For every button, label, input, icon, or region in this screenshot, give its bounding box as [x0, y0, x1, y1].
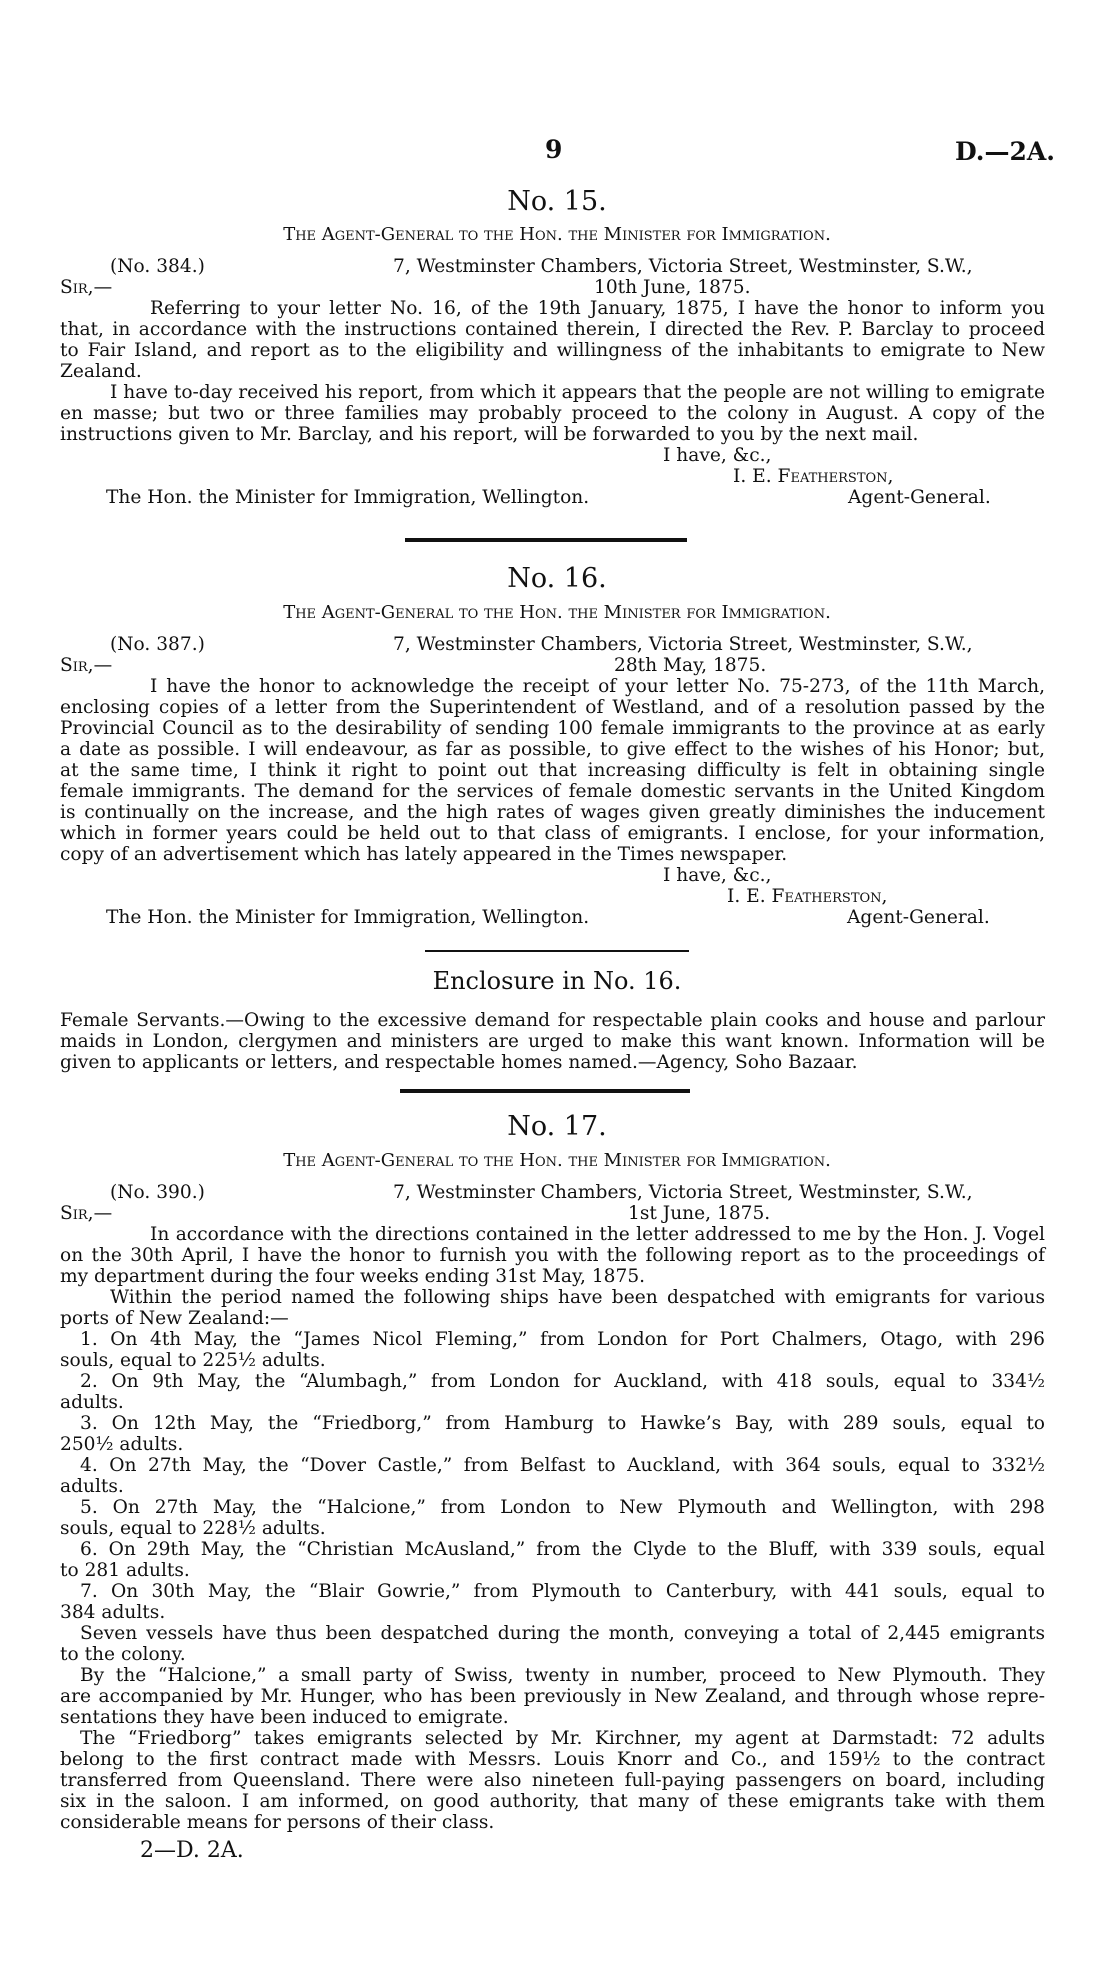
letter-16-line: I have the honor to acknowledge the receipt of your letter No. 75-273, of the 11th March,: [150, 676, 1045, 697]
enclosure-title: Enclosure in No. 16.: [432, 967, 682, 995]
letter-17-line: Within the period named the following ships have been despatched with emigrants for various: [110, 1287, 1045, 1308]
letter-17-line: six in the saloon. I am informed, on good authority, that many of these emigrants take with them: [60, 1791, 1045, 1812]
letter-16-line: at the same time, I think it right to point out that increasing difficulty is felt in obtaining single: [60, 760, 1045, 781]
letter-16-date: 28th May, 1875.: [614, 655, 767, 676]
letter-17-line: 3. On 12th May, the “Friedborg,” from Hamburg to Hawke’s Bay, with 289 souls, equal to: [80, 1413, 1045, 1434]
letter-15-line: instructions given to Mr. Barclay, and his report, will be forwarded to you by the next mail.: [60, 424, 919, 445]
letter-16-heading: The Agent-General to the Hon. the Minister for Immigration.: [283, 602, 831, 623]
letter-16-signature: I. E. Featherston,: [727, 886, 888, 907]
letter-15-line: that, in accordance with the instructions contained therein, I directed the Rev. P. Barclay to proceed: [60, 319, 1045, 340]
letter-17-line: to 281 adults.: [60, 1560, 190, 1581]
letter-15-line: Referring to your letter No. 16, of the 19th January, 1875, I have the honor to inform you: [150, 298, 1045, 319]
letter-17-line: 4. On 27th May, the “Dover Castle,” from Belfast to Auckland, with 364 souls, equal to 332½: [80, 1455, 1045, 1476]
letter-16-line: is continually on the increase, and the high rates of wages given greatly diminishes the inducement: [60, 802, 1045, 823]
letter-16-line: a date as possible. I will endeavour, as far as possible, to give effect to the wishes of his Honor; but,: [60, 739, 1045, 760]
letter-17-line: 5. On 27th May, the “Halcione,” from London to New Plymouth and Wellington, with 298: [80, 1497, 1045, 1518]
signature-mark: 2—D. 2A.: [140, 1838, 244, 1863]
letter-15-heading: The Agent-General to the Hon. the Minister for Immigration.: [283, 224, 831, 245]
letter-17-date: 1st June, 1875.: [628, 1203, 771, 1224]
letter-17-heading: The Agent-General to the Hon. the Minister for Immigration.: [283, 1150, 831, 1171]
letter-17-line: souls, equal to 228½ adults.: [60, 1518, 326, 1539]
letter-15-recipient: The Hon. the Minister for Immigration, Wellington.: [106, 487, 590, 508]
letter-17-line: 384 adults.: [60, 1602, 166, 1623]
letter-17-line: adults.: [60, 1476, 124, 1497]
letter-16-line: female immigrants. The demand for the services of female domestic servants in the United Kingdom: [60, 781, 1045, 802]
letter-17-line: souls, equal to 225½ adults.: [60, 1350, 326, 1371]
letter-17-line: transferred from Queensland. There were also nineteen full-paying passengers on board, including: [60, 1770, 1045, 1791]
letter-17-line: The “Friedborg” takes emigrants selected by Mr. Kirchner, my agent at Darmstadt: 72 adults: [80, 1728, 1045, 1749]
letter-17-line: 7. On 30th May, the “Blair Gowrie,” from Plymouth to Canterbury, with 441 souls, equal to: [80, 1581, 1045, 1602]
letter-17-address: 7, Westminster Chambers, Victoria Street, Westminster, S.W.,: [393, 1182, 973, 1203]
document-code: D.—2A.: [955, 137, 1055, 166]
letter-16-line: enclosing copies of a letter from the Superintendent of Westland, and of a resolution passed by the: [60, 697, 1045, 718]
letter-17-line: considerable means for persons of their class.: [60, 1812, 495, 1833]
letter-16-line: which in former years could be held out to that class of emigrants. I enclose, for your information,: [60, 823, 1045, 844]
letter-16-recipient: The Hon. the Minister for Immigration, Wellington.: [106, 907, 590, 928]
letter-17-line: By the “Halcione,” a small party of Swiss, twenty in number, proceed to New Plymouth. They: [80, 1665, 1045, 1686]
letter-16-role: Agent-General.: [847, 907, 990, 928]
letter-17-line: 6. On 29th May, the “Christian McAusland,” from the Clyde to the Bluff, with 339 souls, equal: [80, 1539, 1045, 1560]
letter-17-line: 2. On 9th May, the “Alumbagh,” from London for Auckland, with 418 souls, equal to 334½: [80, 1371, 1045, 1392]
letter-15-line: I have to-day received his report, from which it appears that the people are not willing to emigrate: [110, 382, 1045, 403]
letter-17-line: to the colony.: [60, 1644, 186, 1665]
letter-17-line: 1. On 4th May, the “James Nicol Fleming,” from London for Port Chalmers, Otago, with 296: [80, 1329, 1045, 1350]
letter-16-title: No. 16.: [507, 563, 607, 594]
letter-15-line: to Fair Island, and report as to the eligibility and willingness of the inhabitants to emigrate to New: [60, 340, 1045, 361]
letter-17-line: ports of New Zealand:—: [60, 1308, 289, 1329]
enclosure-line: given to applicants or letters, and respectable homes named.—Agency, Soho Bazaar.: [60, 1052, 858, 1073]
enclosure-line: maids in London, clergymen and ministers are urged to make this want known. Information will be: [60, 1031, 1045, 1052]
letter-16-ref: (No. 387.): [110, 634, 205, 655]
letter-15-ref: (No. 384.): [110, 256, 205, 277]
letter-15-date: 10th June, 1875.: [594, 277, 751, 298]
letter-15-line: en masse; but two or three families may probably proceed to the colony in August. A copy of the: [60, 403, 1045, 424]
letter-17-line: my department during the four weeks ending 31st May, 1875.: [60, 1266, 646, 1287]
letter-16-address: 7, Westminster Chambers, Victoria Street, Westminster, S.W.,: [393, 634, 973, 655]
letter-15-title: No. 15.: [507, 186, 607, 217]
letter-15-salutation: Sir,—: [60, 277, 113, 298]
letter-17-line: belong to the first contract made with Messrs. Louis Knorr and Co., and 159½ to the contract: [60, 1749, 1045, 1770]
letter-16-closing: I have, &c.,: [663, 865, 772, 886]
letter-17-line: sentations they have been induced to emigrate.: [60, 1707, 509, 1728]
letter-17-salutation: Sir,—: [60, 1203, 113, 1224]
section-divider: [405, 538, 687, 542]
letter-15-address: 7, Westminster Chambers, Victoria Street, Westminster, S.W.,: [393, 256, 973, 277]
letter-17-ref: (No. 390.): [110, 1182, 205, 1203]
letter-15-closing: I have, &c.,: [663, 445, 772, 466]
letter-15-line: Zealand.: [60, 361, 142, 382]
letter-17-line: on the 30th April, I have the honor to furnish you with the following report as to the proceedings of: [60, 1245, 1045, 1266]
letter-17-line: In accordance with the directions contained in the letter addressed to me by the Hon. J. Vogel: [150, 1224, 1045, 1245]
letter-17-title: No. 17.: [507, 1111, 607, 1142]
letter-17-line: adults.: [60, 1392, 124, 1413]
page-number: 9: [545, 135, 563, 164]
enclosure-line: Female Servants.—Owing to the excessive demand for respectable plain cooks and house and parlour: [60, 1010, 1045, 1031]
letter-17-line: Seven vessels have thus been despatched during the month, conveying a total of 2,445 emigrants: [80, 1623, 1045, 1644]
letter-15-signature: I. E. Featherston,: [733, 466, 894, 487]
letter-17-line: are accompanied by Mr. Hunger, who has been previously in New Zealand, and through whose repre-: [60, 1686, 1045, 1707]
letter-17-line: 250½ adults.: [60, 1434, 184, 1455]
letter-16-line: copy of an advertisement which has lately appeared in the Times newspaper.: [60, 844, 788, 865]
letter-16-line: Provincial Council as to the desirability of sending 100 female immigrants to the province at as early: [60, 718, 1045, 739]
section-divider-thin: [425, 950, 689, 952]
letter-15-role: Agent-General.: [848, 487, 991, 508]
letter-16-salutation: Sir,—: [60, 655, 113, 676]
section-divider: [400, 1089, 690, 1093]
